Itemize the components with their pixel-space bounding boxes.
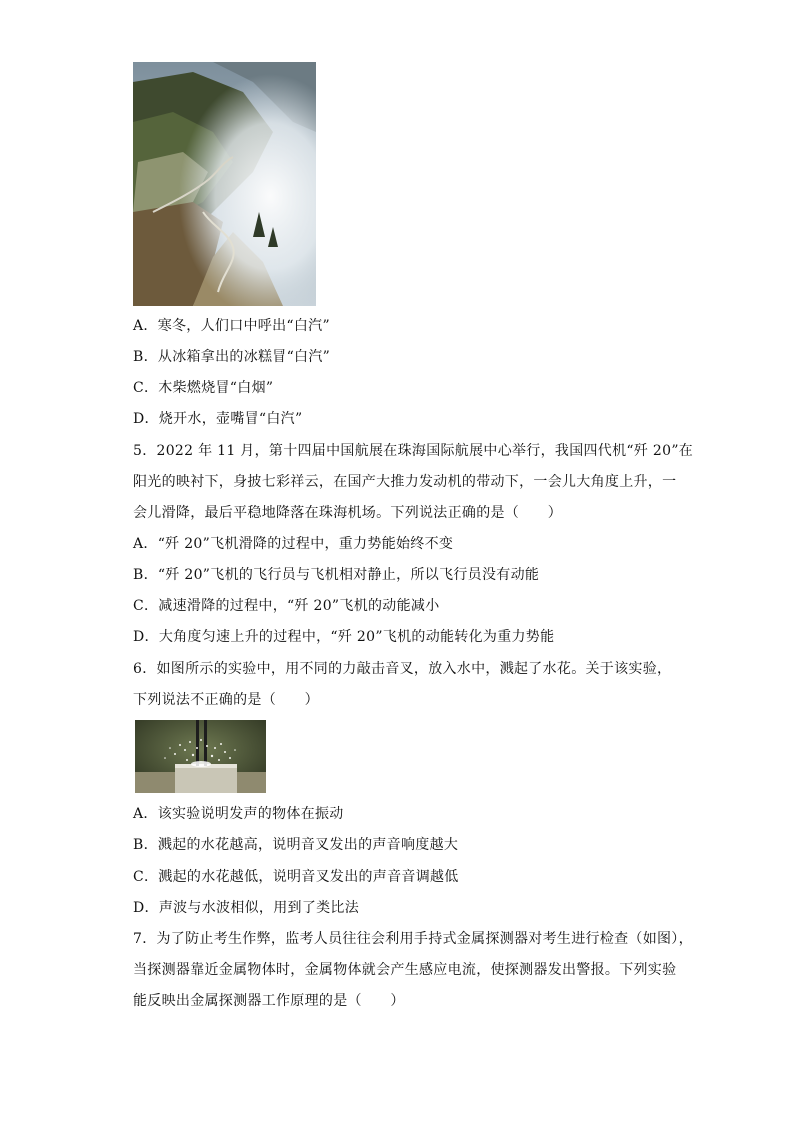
q6-stem-line-2: 下列说法不正确的是（ ）: [133, 692, 319, 708]
q5-stem-line-1: 5．2022 年 11 月，第十四届中国航展在珠海国际航展中心举行，我国四代机“歼 20”在: [133, 443, 694, 459]
mountain-fog-photo: [133, 62, 316, 306]
q7-stem-line-2: 当探测器靠近金属物体时，金属物体就会产生感应电流，使探测器发出警报。下列实验: [133, 962, 677, 978]
q4-option-b: B．从冰箱拿出的冰糕冒“白汽”: [133, 349, 331, 365]
q5-option-a: A．“歼 20”飞机滑降的过程中，重力势能始终不变: [133, 536, 454, 552]
q4-option-d: D．烧开水，壶嘴冒“白汽”: [133, 411, 303, 427]
q5-stem-line-2: 阳光的映衬下，身披七彩祥云，在国产大推力发动机的带动下，一会儿大角度上升，一: [133, 474, 677, 490]
q6-option-c: C．溅起的水花越低，说明音叉发出的声音音调越低: [133, 869, 459, 885]
q5-stem-line-3: 会儿滑降，最后平稳地降落在珠海机场。下列说法正确的是（ ）: [133, 505, 562, 521]
q4-option-a: A．寒冬，人们口中呼出“白汽”: [133, 318, 330, 334]
q6-option-a: A．该实验说明发声的物体在振动: [133, 806, 344, 822]
q6-stem-line-1: 6．如图所示的实验中，用不同的力敲击音叉，放入水中，溅起了水花。关于该实验，: [133, 661, 672, 677]
q6-option-b: B．溅起的水花越高，说明音叉发出的声音响度越大: [133, 837, 459, 853]
tuning-fork-splash-photo: [135, 720, 266, 793]
q4-option-c: C．木柴燃烧冒“白烟”: [133, 380, 274, 396]
q5-option-d: D．大角度匀速上升的过程中，“歼 20”飞机的动能转化为重力势能: [133, 629, 555, 645]
q6-option-d: D．声波与水波相似，用到了类比法: [133, 900, 360, 916]
q7-stem-line-1: 7．为了防止考生作弊，监考人员往往会利用手持式金属探测器对考生进行检查（如图），: [133, 931, 693, 947]
q7-stem-line-3: 能反映出金属探测器工作原理的是（ ）: [133, 993, 405, 1009]
q5-option-c: C．减速滑降的过程中，“歼 20”飞机的动能减小: [133, 598, 440, 614]
q5-option-b: B．“歼 20”飞机的飞行员与飞机相对静止，所以飞行员没有动能: [133, 567, 540, 583]
